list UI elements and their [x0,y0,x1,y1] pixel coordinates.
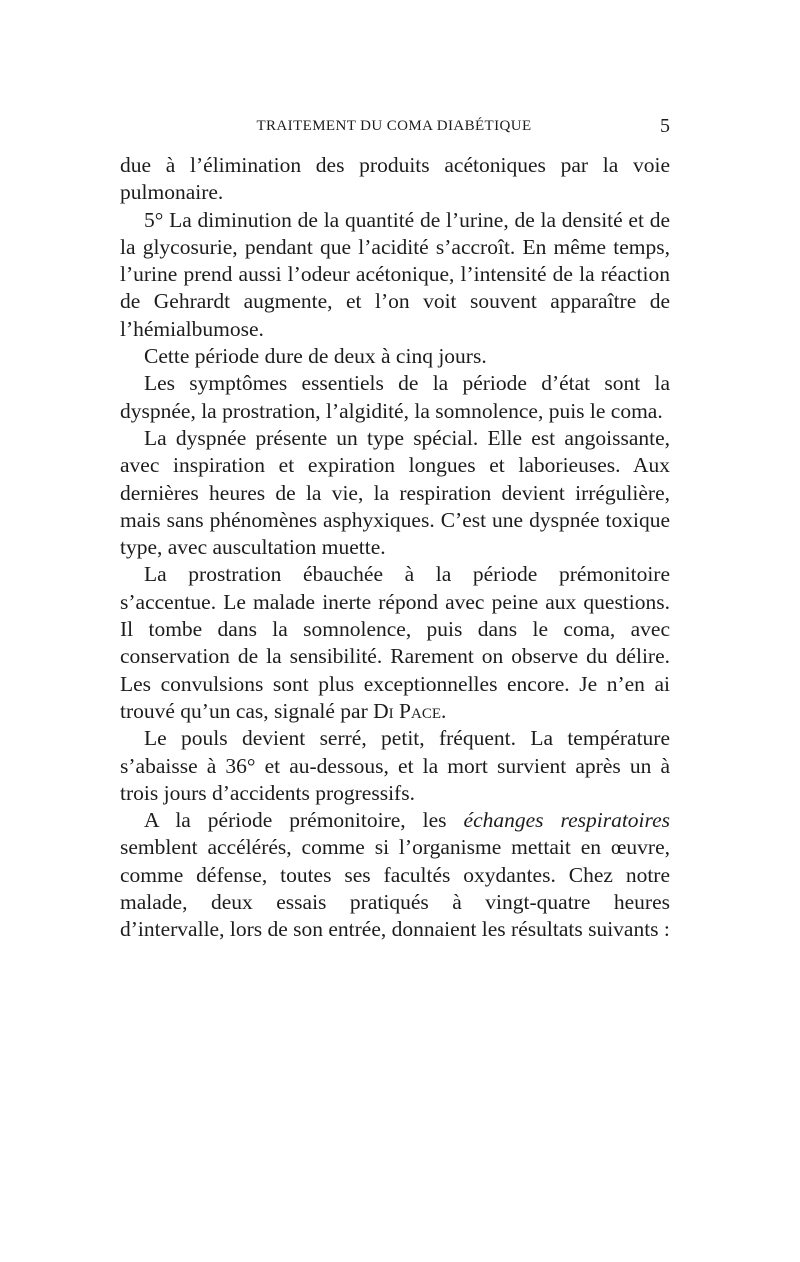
paragraph-6 [120,561,670,725]
running-head [120,115,670,139]
paragraph-2: 5° La diminution de la quantité de l’urine, de la densité et de la glycosurie, pendant que l’acidité s’accroît. En même temps, l’urine prend aussi l’odeur acétonique, l’intensité de la réaction de Gehrardt augmente, et l’on voit souvent apparaître de l’hémialbumose. [120,207,670,341]
page-number: 5 [660,115,670,137]
paragraph-4: Les symptômes essentiels de la période d’état sont la dyspnée, la prostration, l’algidité, la somnolence, puis le coma. [120,371,670,423]
paragraph-8-end: semblent accélérés, comme si l’organisme mettait en œuvre, comme défense, toutes ses facultés oxydantes. Chez notre malade, deux essais pratiqués à vingt-quatre heures d’intervalle, lors de son entrée, donnaient les résultats suivants : [120,835,670,942]
author-name: Di Pace [373,698,441,723]
paragraph-6-text: La prostration ébauchée à la période prémonitoire s’accentue. Le malade inerte répond avec peine aux questions. Il tombe dans la somnolence, puis dans le coma, avec conservation de la sensibilité. Rarement on observe du délire. Les convulsions sont plus exceptionnelles encore. Je n’en ai trouvé qu’un cas, signalé par [120,562,670,723]
paragraph-8-start: A la période prémonitoire, les [144,808,447,833]
paragraph-6-end: . [441,698,447,723]
paragraph-5: La dyspnée présente un type spécial. Elle est angoissante, avec inspiration et expiration longues et laborieuses. Aux dernières heures de la vie, la respiration devient irrégulière, mais sans phénomènes asphyxiques. C’est une dyspnée toxique type, avec auscultation muette. [120,425,670,560]
paragraph-8 [120,807,670,943]
running-head-title: TRAITEMENT DU COMA DIABÉTIQUE [256,118,532,134]
paragraph-7: Le pouls devient serré, petit, fréquent. La température s’abaisse à 36° et au-dessous, et la mort survient après un à trois jours d’accidents progressifs. [120,726,670,805]
paragraph-3: Cette période dure de deux à cinq jours. [144,344,487,369]
body-text [120,152,670,944]
italic-term: échanges respiratoires [463,808,670,833]
paragraph-1: due à l’élimination des produits acétoniques par la voie pulmonaire. [120,153,670,205]
